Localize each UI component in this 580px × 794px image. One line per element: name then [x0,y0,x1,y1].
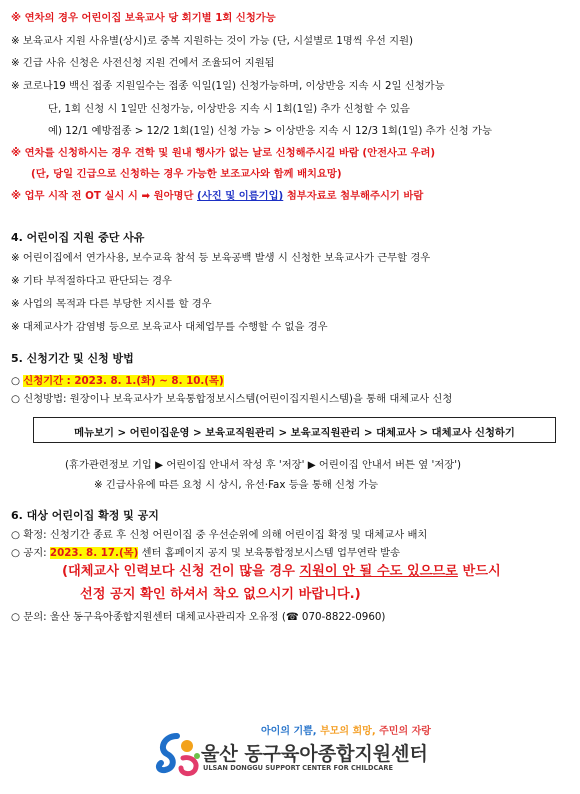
application-period: 신청기간 : 2023. 8. 1.(화) ~ 8. 10.(목) [23,375,224,387]
s6-notice-b: 센터 홈페이지 공지 및 보육통합정보시스템 업무연락 발송 [138,547,400,559]
note-ot-a: ※ 업무 시작 전 OT 실시 시 ➡ 원아명단 [11,190,198,202]
note-vaccine-example: 예) 12/1 예방접종 > 12/2 1회(1일) 신청 가능 > 이상반응 지속 시 12/3 1회(1일) 추가 신청 가능 [48,125,492,137]
note-duplicate-support: ※ 보육교사 지원 사유별(상시)로 중복 지원하는 것이 가능 (단, 시설별로 1명씩 우선 지원) [11,35,414,47]
logo-name-en: ULSAN DONGGU SUPPORT CENTER FOR CHILDCARE [203,764,393,772]
note-vaccine-detail: 단, 1회 신청 시 1일만 신청가능, 이상반응 지속 시 1회(1일) 추가 신청할 수 있음 [48,103,410,115]
note-leave-dates: ※ 연차를 신청하시는 경우 견학 및 원내 행사가 없는 날로 신청해주시길 바람 (안전사고 우려) [11,147,436,159]
section-4-title: 4. 어린이집 지원 중단 사유 [11,231,145,244]
note-annual-leave: ※ 연차의 경우 어린이집 보육교사 당 회기별 1회 신청가능 [11,12,276,24]
center-logo-icon [155,732,203,778]
menu-path-box [33,417,556,443]
section-6-title: 6. 대상 어린이집 확정 및 공지 [11,509,159,522]
note-ot-c: 첨부자료로 첨부해주시기 바람 [283,190,424,202]
warning-1c: 반드시 [457,564,501,579]
s4-item: ※ 대체교사가 감염병 등으로 보육교사 대체업무를 수행할 수 없을 경우 [11,321,328,333]
note-urgent-request: ※ 긴급 사유 신청은 사전신청 지원 건에서 조율되어 지원됨 [11,57,275,69]
section-5-title: 5. 신청기간 및 신청 방법 [11,352,134,365]
warning-1a: (대체교사 인력보다 신청 건이 많을 경우 [62,564,300,579]
warning-1b: 지원이 안 될 수도 있으므로 [299,564,458,579]
warning-line-2: 선정 공지 확인 하셔서 착오 없으시기 바랍니다.) [80,587,361,602]
s4-item: ※ 어린이집에서 연가사용, 보수교육 참석 등 보육공백 발생 시 신청한 보육교사가 근무할 경우 [11,252,431,264]
s6-confirm: ○ 확정: 신청기간 종료 후 신청 어린이집 중 우선순위에 의해 어린이집 확정 및 대체교사 배치 [11,529,428,541]
center-logo [155,722,445,782]
notice-date: 2023. 8. 17.(목) [49,547,139,559]
slogan-b: 부모의 희망, [320,726,380,737]
s5-method: ○ 신청방법: 원장이나 보육교사가 보육통합정보시스템(어린이집지원시스템)을 통해 대체교사 신청 [11,393,453,405]
menu-path: 메뉴보기 > 어린이집운영 > 보육교직원관리 > 보육교직원관리 > 대체교사 > 대체교사 신청하기 [74,427,515,439]
note-urgent-assistant: (단, 당일 긴급으로 신청하는 경우 가능한 보조교사와 함께 배치요망) [31,168,342,180]
slogan-a: 아이의 기쁨, [261,726,321,737]
warning-line-1 [62,563,501,581]
s6-notice-a: ○ 공지: [11,547,50,559]
bullet-circle: ○ [11,375,20,387]
s6-notice [11,546,400,560]
slogan-c: 주민의 자랑 [379,726,431,737]
s5-note-steps: (휴가관련정보 기입 ▶ 어린이집 안내서 작성 후 '저장' ▶ 어린이집 안내서 버튼 옆 '저장') [65,459,462,471]
note-vaccine: ※ 코로나19 백신 접종 지원일수는 접종 익일(1일) 신청가능하며, 이상반응 지속 시 2일 신청가능 [11,80,445,92]
note-ot [11,189,423,203]
logo-name: 울산 동구육아종합지원센터 [201,743,428,765]
s5-note-urgent: ※ 긴급사유에 따른 요청 시 상시, 유선·Fax 등을 통해 신청 가능 [94,479,379,491]
note-ot-photo: (사진 및 이름기입) [197,190,284,202]
logo-slogan [261,722,431,737]
s6-contact: ○ 문의: 울산 동구육아종합지원센터 대체교사관리자 오유정 (☎ 070-8822-0960) [11,611,386,623]
s4-item: ※ 기타 부적절하다고 판단되는 경우 [11,275,172,287]
s5-period [11,374,224,388]
s4-item: ※ 사업의 목적과 다른 부당한 지시를 할 경우 [11,298,212,310]
